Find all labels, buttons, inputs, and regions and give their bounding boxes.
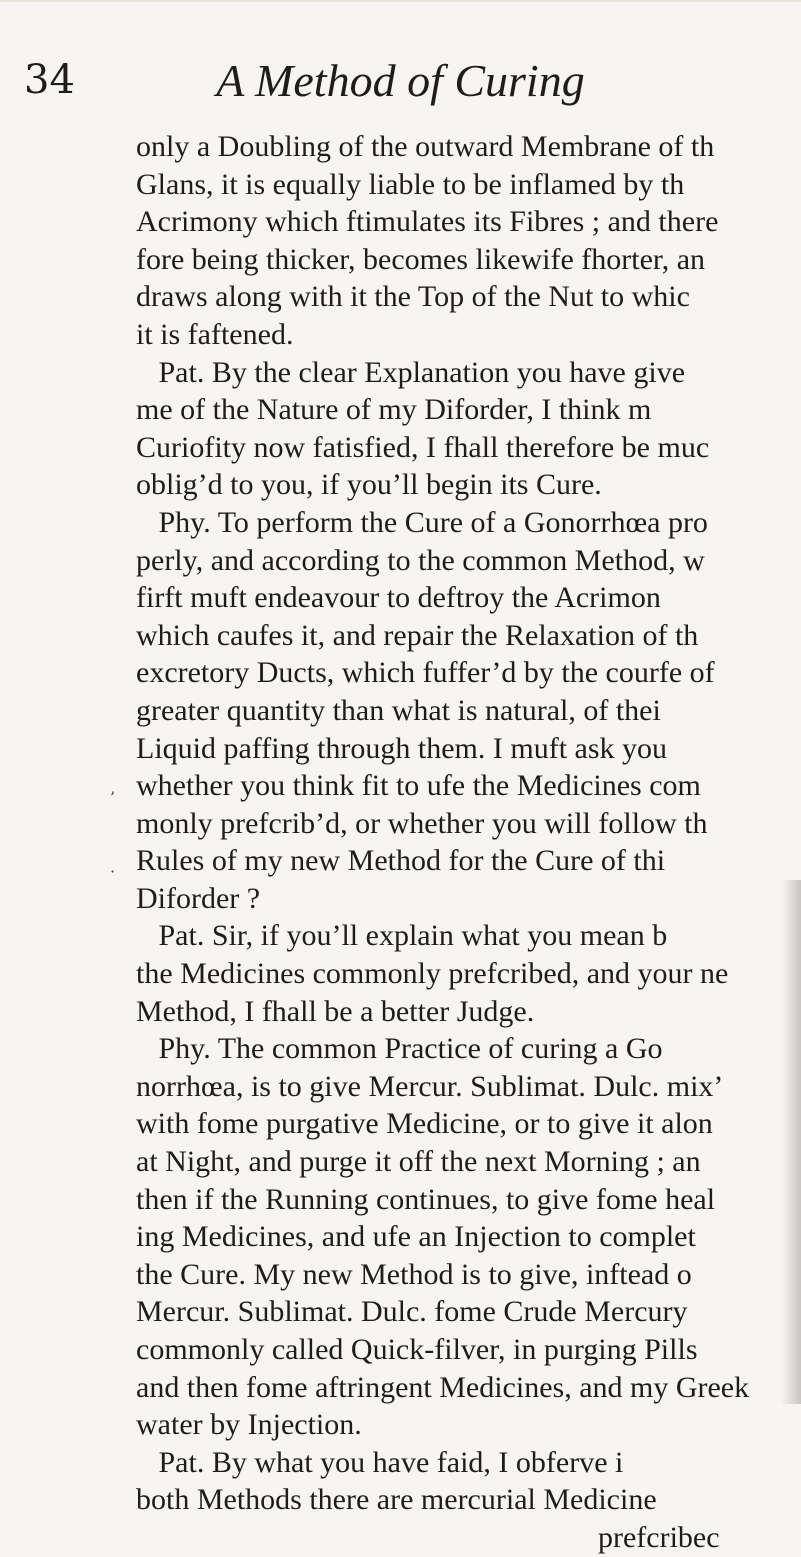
catchword: prefcribec [598,1520,720,1554]
text-line: draws along with it the Top of the Nut to whic [136,280,690,314]
text-line: at Night, and purge it off the next Morning ; an [136,1145,701,1179]
margin-mark: ’ [110,788,116,807]
page-gutter-shadow [781,880,801,1404]
running-head: A Method of Curing [216,55,585,106]
text-line: Rules of my new Method for the Cure of thi [136,844,666,878]
text-line: excretory Ducts, which fuffer’d by the courfe of [136,656,715,690]
body-text [136,128,796,1557]
margin-mark: · [110,862,116,881]
text-line: firft muft endeavour to deftroy the Acrimon [136,581,661,615]
text-line: water by Injection. [136,1408,362,1442]
text-line: with fome purgative Medicine, or to give it alon [136,1107,713,1141]
text-line: ing Medicines, and ufe an Injection to complet [136,1220,696,1254]
text-line: whether you think fit to ufe the Medicines com [136,769,701,803]
text-line: Pat. By what you have faid, I obferve i [136,1445,624,1479]
text-line: norrhœa, is to give Mercur. Sublimat. Dulc. mix’ [136,1069,724,1103]
text-line: both Methods there are mercurial Medicine [136,1483,657,1517]
text-line: Glans, it is equally liable to be inflamed by th [136,167,685,201]
text-line: and then fome aftringent Medicines, and my Greek [136,1370,750,1404]
text-line: perly, and according to the common Method, w [136,543,705,577]
page-edge [0,0,801,2]
text-line: me of the Nature of my Diforder, I think m [136,393,652,427]
text-line: it is faftened. [136,317,294,351]
text-line: Diforder ? [136,881,261,915]
text-line: Phy. The common Practice of curing a Go [136,1032,663,1066]
page-number: 34 [24,57,75,103]
text-line: the Cure. My new Method is to give, inftead o [136,1257,692,1291]
text-line: the Medicines commonly prefcribed, and your ne [136,957,729,991]
text-line: Pat. By the clear Explanation you have give [136,355,686,389]
text-line: Phy. To perform the Cure of a Gonorrhœa pro [136,505,708,539]
text-line: greater quantity than what is natural, of thei [136,693,661,727]
text-line: commonly called Quick-filver, in purging Pills [136,1333,698,1366]
text-line: Mercur. Sublimat. Dulc. fome Crude Mercury [136,1295,688,1329]
text-line: then if the Running continues, to give fome heal [136,1182,716,1216]
text-line: Pat. Sir, if you’ll explain what you mean b [136,919,668,953]
text-line: monly prefcrib’d, or whether you will follow th [136,806,708,840]
text-line: oblig’d to you, if you’ll begin its Cure. [136,468,602,502]
text-line: Method, I fhall be a better Judge. [136,994,535,1028]
text-line: Liquid paffing through them. I muft ask you [136,731,668,765]
text-line: only a Doubling of the outward Membrane of th [136,130,715,163]
text-line: Acrimony which ftimulates its Fibres ; and there [136,205,719,239]
text-line: fore being thicker, becomes likewife fhorter, an [136,242,706,276]
text-line: Curiofity now fatisfied, I fhall therefore be muc [136,430,710,464]
text-line: which caufes it, and repair the Relaxation of th [136,618,699,652]
